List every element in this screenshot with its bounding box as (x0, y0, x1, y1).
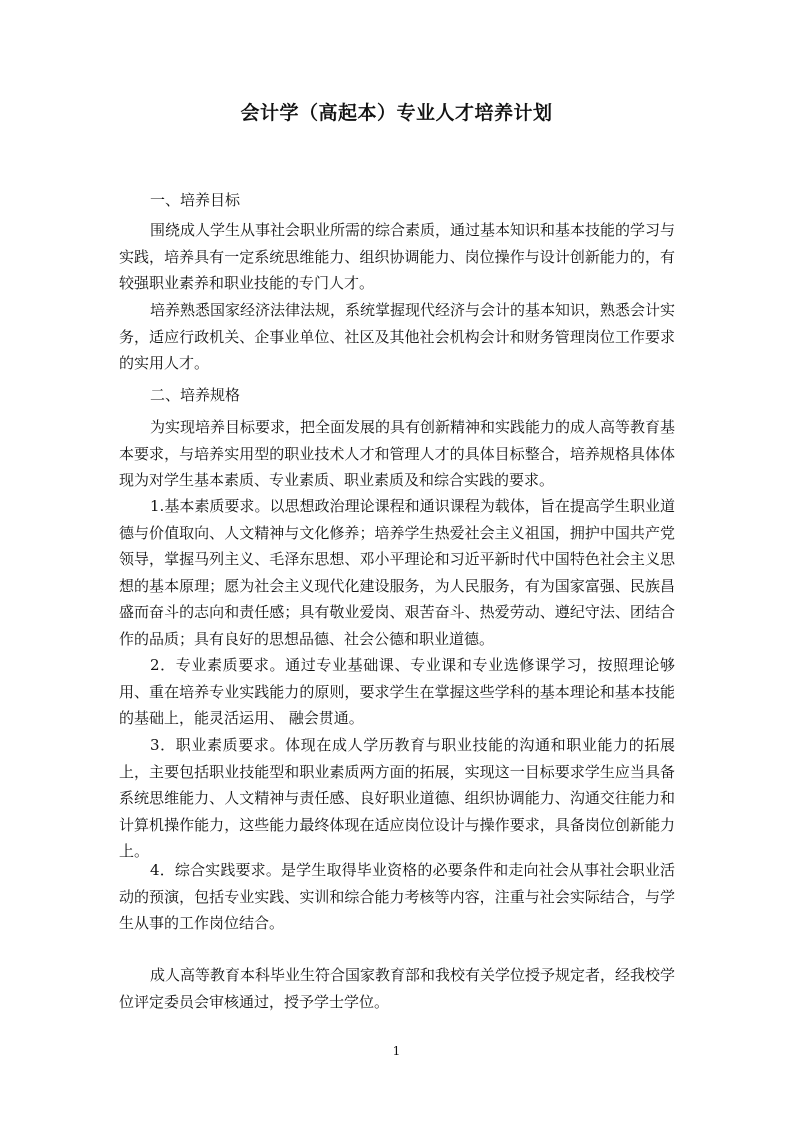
paragraph: 4．综合实践要求。是学生取得毕业资格的必要条件和走向社会从事社会职业活动的预演，包括专业实践、实训和综合能力考核等内容，注重与社会实际结合，与学生从事的工作岗位结合。 (119, 861, 675, 932)
section-heading-training-goals: 一、培养目标 (150, 191, 241, 209)
page-number: 1 (392, 1044, 401, 1058)
paragraph: 培养熟悉国家经济法律法规，系统掌握现代经济与会计的基本知识，熟悉会计实务，适应行政机关、企事业单位、社区及其他社会机构会计和财务管理岗位工作要求的实用人才。 (119, 301, 676, 372)
paragraph: 围绕成人学生从事社会职业所需的综合素质，通过基本知识和基本技能的学习与实践，培养具有一定系统思维能力、组织协调能力、岗位操作与设计创新能力的，有较强职业素养和职业技能的专门人才。 (119, 221, 676, 292)
closing-paragraph: 成人高等教育本科毕业生符合国家教育部和我校有关学位授予规定者，经我校学位评定委员会审核通过，授予学士学位。 (119, 966, 676, 1011)
paragraph: 为实现培养目标要求，把全面发展的具有创新精神和实践能力的成人高等教育基本要求，与培养实用型的职业技术人才和管理人才的具体目标整合，培养规格具体体现为对学生基本素质、专业素质、职业素质及和综合实践的要求。 (119, 418, 676, 489)
paragraph: 1.基本素质要求。以思想政治理论课程和通识课程为载体，旨在提高学生职业道德与价值取向、人文精神与文化修养；培养学生热爱社会主义祖国，拥护中国共产党领导，掌握马列主义、毛泽东思想、邓小平理论和习近平新时代中国特色社会主义思想的基本原理；愿为社会主义现代化建设服务，为人民服务，有为国家富强、民族昌盛而奋斗的志向和责任感；具有敬业爱岗、艰苦奋斗、热爱劳动、遵纪守法、团结合作的品质；具有良好的思想品德、社会公德和职业道德。 (119, 497, 675, 648)
paragraph: 3．职业素质要求。体现在成人学历教育与职业技能的沟通和职业能力的拓展上，主要包括职业技能型和职业素质两方面的拓展，实现这一目标要求学生应当具备系统思维能力、人文精神与责任感、良好职业道德、组织协调能力、沟通交往能力和计算机操作能力，这些能力最终体现在适应岗位设计与操作要求，具备岗位创新能力上。 (119, 736, 675, 860)
paragraph: 2．专业素质要求。通过专业基础课、专业课和专业选修课学习，按照理论够用、重在培养专业实践能力的原则，要求学生在掌握这些学科的基本理论和基本技能的基础上，能灵活运用、 融会贯通。 (119, 656, 675, 727)
document-title: 会计学（高起本）专业人才培养计划 (240, 102, 553, 124)
section-heading-training-specs: 二、培养规格 (150, 386, 241, 404)
